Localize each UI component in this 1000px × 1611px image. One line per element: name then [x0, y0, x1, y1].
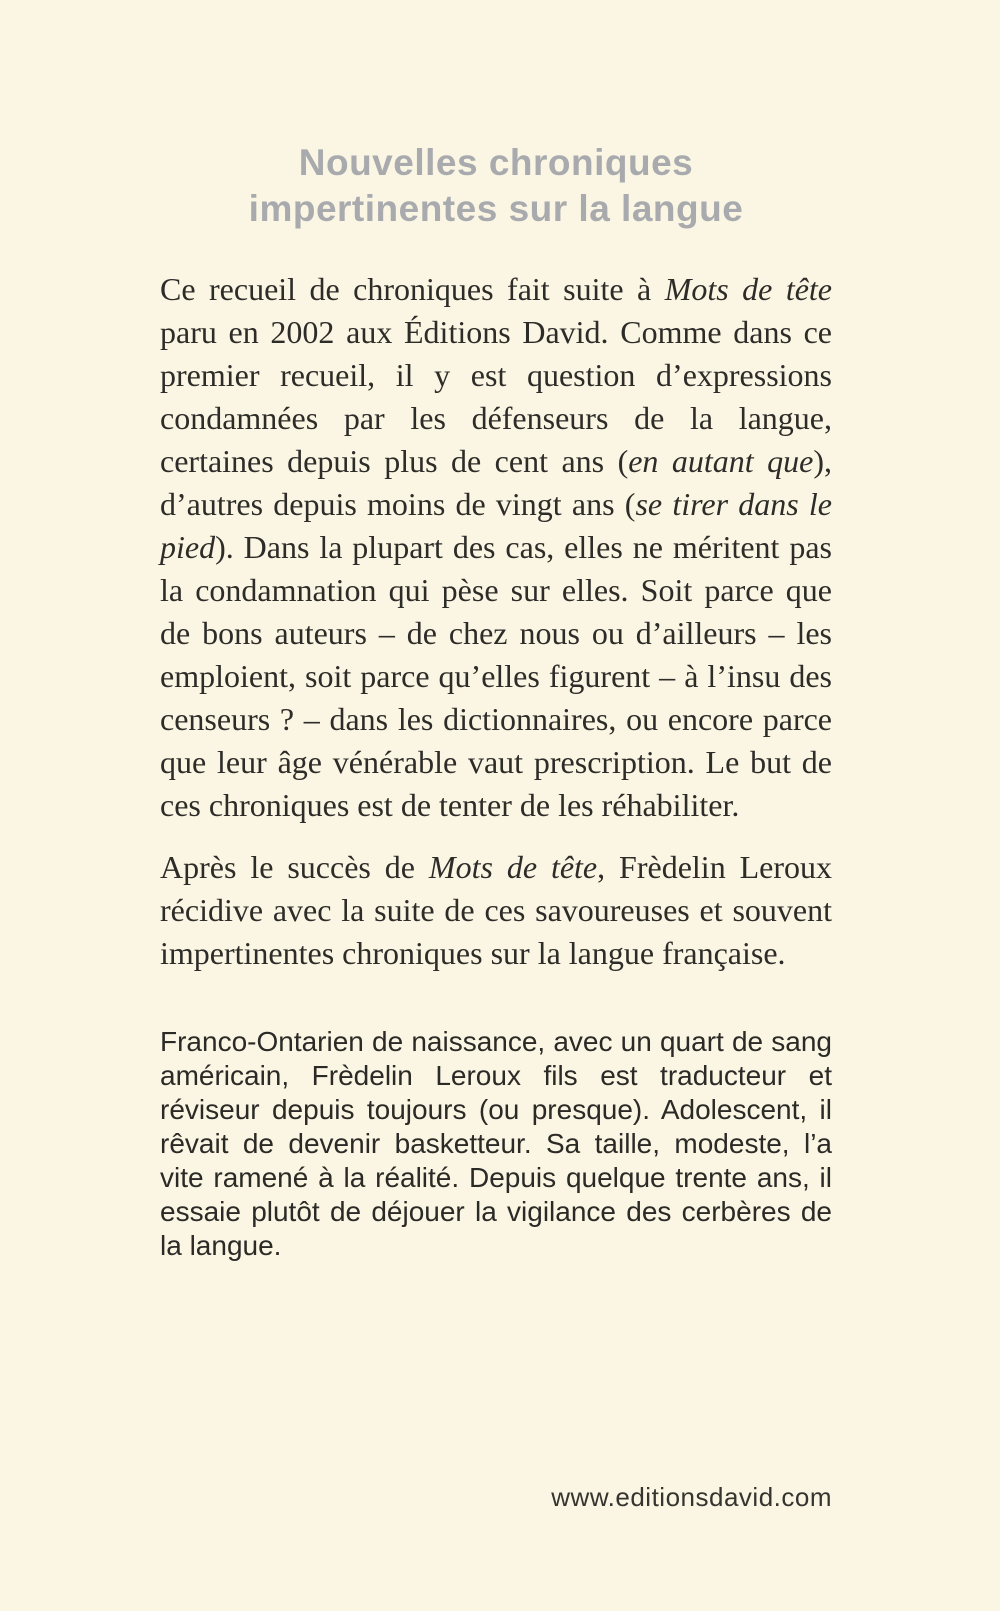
synopsis-paragraph: Ce recueil de chroniques fait suite à Mots de tête paru en 2002 aux Éditions David. Comme dans ce premier recueil, il y est question d’expressions condamnées par les défenseurs de la langue, certaines depuis plus de cent ans (en autant que), d’autres depuis moins de vingt ans (se tirer dans le pied). Dans la plupart des cas, elles ne méritent pas la condamnation qui pèse sur elles. Soit parce que de bons auteurs – de chez nous ou d’ailleurs – les emploient, soit parce qu’elles figurent – à l’insu des censeurs ? – dans les dictionnaires, ou encore parce que leur âge vénérable vaut prescription. Le but de ces chroniques est de tenter de les réhabiliter. — [160, 271, 833, 823]
cover-title-line-2: impertinentes sur la langue — [248, 188, 744, 229]
cover-text-column — [160, 140, 832, 1263]
synopsis-paragraph: Après le succès de Mots de tête, Frèdelin Leroux récidive avec la suite de ces savoureuses et souvent impertinentes chroniques sur la langue française. — [160, 849, 833, 971]
cover-title — [160, 140, 832, 232]
cover-title-line-1: Nouvelles chroniques — [298, 142, 694, 183]
author-bio: Franco-Ontarien de naissance, avec un quart de sang américain, Frèdelin Leroux fils est traducteur et réviseur depuis toujours (ou presque). Adolescent, il rêvait de devenir basketteur. Sa taille, modeste, l’a vite ramené à la réalité. Depuis quelque trente ans, il essaie plutôt de déjouer la vigilance des cerbères de la langue. — [160, 1026, 832, 1261]
publisher-website-url: www.editionsdavid.com — [551, 1482, 832, 1512]
synopsis — [160, 268, 832, 975]
